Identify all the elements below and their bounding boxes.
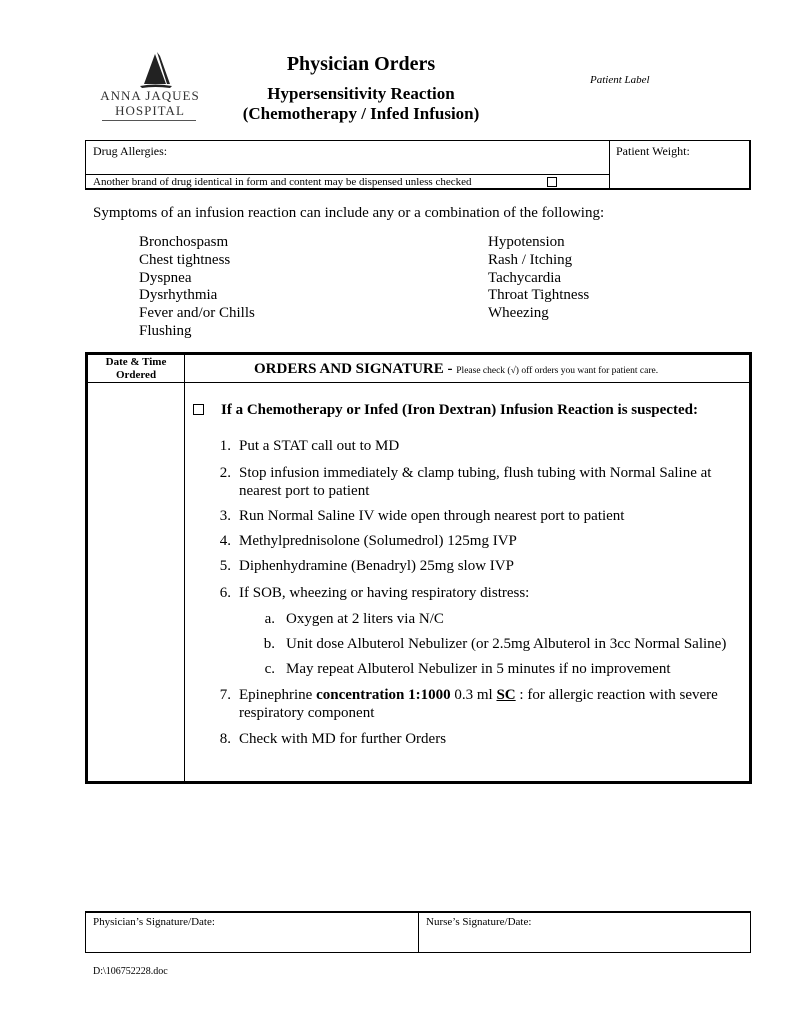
order-item-text: Put a STAT call out to MD	[239, 438, 400, 454]
signature-divider	[418, 913, 419, 953]
concentration-text: concentration 1:1000	[316, 687, 451, 703]
allergy-divider-horizontal	[85, 174, 610, 175]
nurse-signature-field[interactable]: Nurse’s Signature/Date:	[426, 916, 532, 928]
order-item-text: Check with MD for further Orders	[239, 731, 447, 747]
sub-order-letter: b.	[263, 636, 275, 652]
subtitle-line1: Hypersensitivity Reaction	[267, 84, 455, 103]
date-time-column-header: Date & Time Ordered	[105, 356, 167, 381]
orders-column-header	[254, 361, 658, 378]
logo-text-line1: ANNA JAQUES	[100, 88, 200, 103]
symptom-item: Throat Tightness	[488, 287, 590, 304]
symptom-item: Hypotension	[488, 234, 565, 250]
symptom-item: Rash / Itching	[488, 251, 573, 268]
sub-order-letter: c.	[264, 661, 275, 677]
orders-header-divider	[86, 382, 751, 383]
order-number: 5.	[219, 558, 231, 574]
symptom-item: Fever and/or Chills	[139, 305, 255, 322]
order-number: 1.	[219, 438, 231, 454]
drug-allergies-field[interactable]: Drug Allergies:	[93, 144, 168, 158]
dispense-as-written-checkbox[interactable]	[547, 177, 557, 187]
sub-order-text: Unit dose Albuterol Nebulizer (or 2.5mg Albuterol in 3cc Normal Saline)	[286, 636, 727, 652]
orders-header-note: Please check (√) off orders you want for patient care.	[456, 366, 659, 376]
order-item-text	[239, 687, 749, 722]
order-number: 3.	[219, 508, 231, 524]
symptom-item: Wheezing	[488, 305, 549, 322]
symptom-item: Tachycardia	[488, 269, 562, 286]
route-text: SC	[496, 687, 516, 703]
condition-checkbox[interactable]	[193, 404, 204, 415]
condition-heading: If a Chemotherapy or Infed (Iron Dextran) Infusion Reaction is suspected:	[221, 402, 698, 418]
symptom-item: Dyspnea	[139, 269, 192, 286]
subtitle-line2: (Chemotherapy / Infed Infusion)	[242, 104, 480, 123]
order-item-text: Stop infusion immediately & clamp tubing, flush tubing with Normal Saline at nearest port to patient	[239, 465, 712, 499]
order-item-text: If SOB, wheezing or having respiratory distress:	[239, 585, 530, 601]
symptom-item: Flushing	[139, 322, 192, 339]
order-item-text: Methylprednisolone (Solumedrol) 125mg IVP	[239, 533, 517, 549]
order-number: 7.	[219, 687, 231, 703]
dose-text: 0.3 ml	[450, 687, 497, 703]
order-item-text: Run Normal Saline IV wide open through nearest port to patient	[239, 508, 625, 524]
patient-label: Patient Label	[590, 74, 650, 86]
generic-substitution-note: Another brand of drug identical in form and content may be dispensed unless checked	[93, 176, 472, 188]
physician-signature-field[interactable]: Physician’s Signature/Date:	[93, 916, 215, 928]
symptoms-left-list	[139, 234, 255, 341]
order-number: 4.	[219, 533, 231, 549]
order-item-text: Diphenhydramine (Benadryl) 25mg slow IVP	[239, 558, 514, 574]
symptom-item: Bronchospasm	[139, 234, 229, 250]
logo-underline	[102, 120, 196, 121]
symptom-item: Dysrhythmia	[139, 287, 218, 304]
order-number: 6.	[219, 585, 231, 601]
sub-order-letter: a.	[264, 611, 275, 627]
logo-text-line2: HOSPITAL	[115, 103, 185, 118]
orders-column-divider	[184, 353, 185, 783]
symptom-item: Chest tightness	[139, 251, 231, 268]
allergy-divider-vertical	[609, 140, 610, 190]
symptoms-right-list	[488, 234, 589, 323]
indication-text: : for allergic reaction with severe respiratory component	[239, 687, 718, 721]
epinephrine-text: Epinephrine	[239, 687, 317, 703]
sub-order-text: Oxygen at 2 liters via N/C	[286, 611, 444, 627]
patient-weight-field[interactable]: Patient Weight:	[616, 144, 690, 158]
page-title: Physician Orders	[286, 53, 436, 75]
order-number: 2.	[219, 465, 231, 481]
order-number: 8.	[219, 731, 231, 747]
orders-header-title: ORDERS AND SIGNATURE -	[254, 361, 453, 377]
sub-order-text: May repeat Albuterol Nebulizer in 5 minutes if no improvement	[286, 661, 671, 677]
symptoms-intro: Symptoms of an infusion reaction can include any or a combination of the following:	[93, 205, 605, 221]
document-reference: D:\106752228.doc	[93, 966, 168, 977]
